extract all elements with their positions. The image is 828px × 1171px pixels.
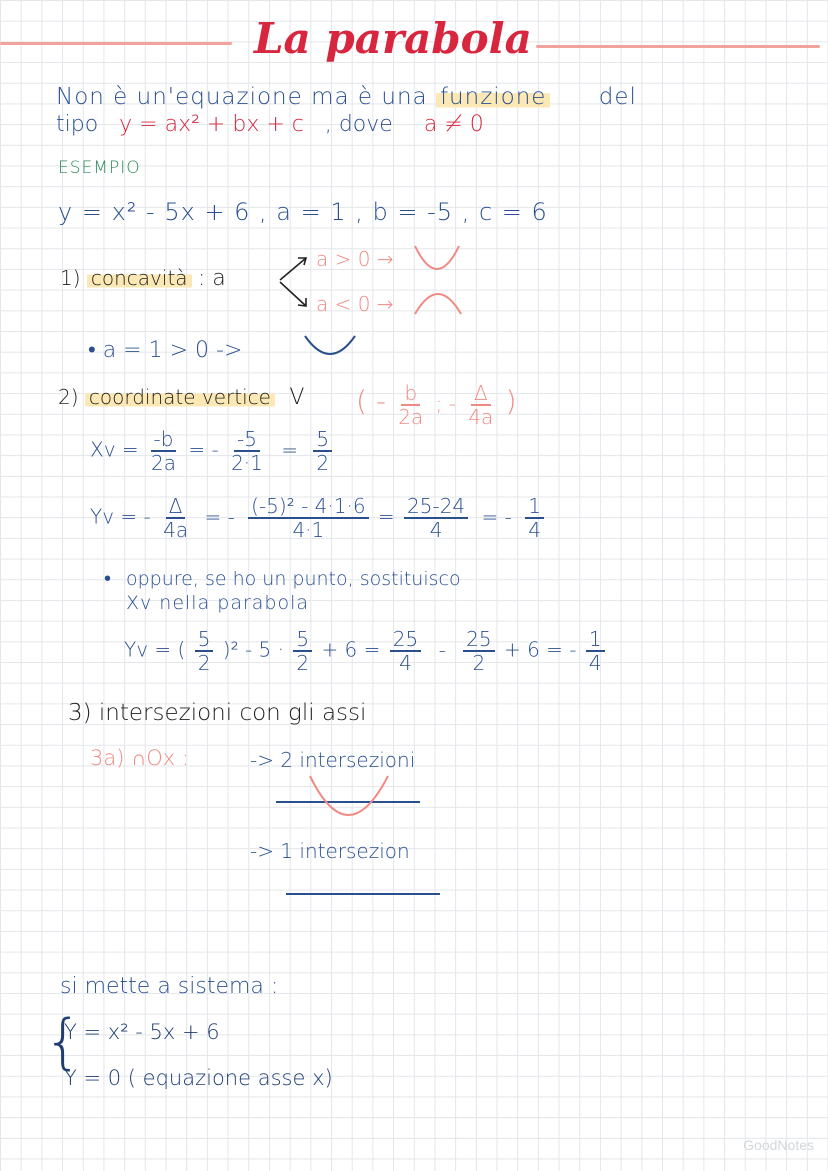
concavity-word: concavità [87, 266, 192, 290]
system-line-1: Y = x² - 5x + 6 [64, 1020, 220, 1044]
one-intersection-axis [284, 890, 444, 898]
alt-plus-2: + 6 = - [503, 637, 577, 662]
alt-square: )² - 5 · [222, 637, 284, 662]
system-brace: { [44, 1007, 83, 1077]
concavity-case-negative: a < 0 → [316, 292, 394, 316]
intersections-heading: 3) intersezioni con gli assi [68, 700, 367, 726]
intro-prefix: tipo [56, 112, 99, 137]
vertex-formula-sep: ; - [435, 391, 456, 416]
fraction-numerator: 5 [293, 628, 312, 652]
fraction-denominator: 2 [472, 651, 486, 675]
alt-fraction-c [390, 628, 421, 674]
system-line-2: Y = 0 ( equazione asse x) [64, 1066, 333, 1090]
yv-eq-2: = [377, 504, 395, 529]
fraction-denominator: 4a [468, 405, 494, 429]
intro-mid: , dove [324, 112, 393, 137]
vertex-row [58, 385, 304, 410]
example-equation: y = x² - 5x + 6 , a = 1 , b = -5 , c = 6 [58, 198, 548, 226]
fraction-numerator: 5 [195, 628, 214, 652]
fraction-denominator: 4a [163, 518, 189, 542]
intersections-sub-label: 3a) ∩Ox : [90, 746, 189, 770]
yv-eq-3: = - [481, 504, 512, 529]
concavity-a: : a [197, 266, 226, 291]
alt-fraction-b [293, 628, 312, 674]
xv-eq-1: = - [188, 437, 219, 462]
concavity-branch-arrows [276, 250, 316, 316]
alt-yv-label: Yv = ( [124, 637, 186, 662]
intro-condition: a ≠ 0 [423, 112, 484, 137]
page-title: La parabola [254, 14, 532, 63]
vertex-formula-b-fraction [395, 382, 426, 428]
alternative-line-1: oppure, se ho un punto, sostituisco [126, 568, 461, 590]
system-intro: si mette a sistema : [60, 974, 279, 999]
fraction-numerator: Δ [166, 495, 186, 519]
xv-eq-2: = [281, 437, 298, 462]
fraction-denominator: 4 [429, 518, 443, 542]
fraction-numerator: 1 [586, 628, 605, 652]
fraction-numerator: 25 [390, 628, 421, 652]
fraction-numerator: 25 [463, 628, 494, 652]
intro-formula: y = ax² + bx + c [119, 112, 304, 137]
intersections-case-1: -> 2 intersezioni [250, 748, 416, 772]
alt-fraction-e [586, 628, 605, 674]
vertex-word: coordinate vertice [85, 385, 275, 409]
yv-label: Yv = - [90, 504, 151, 529]
yv-row [90, 495, 547, 541]
vertex-formula-d-fraction [465, 382, 496, 428]
fraction-numerator: -5 [234, 428, 260, 452]
alternative-bullet-dot: • [104, 566, 112, 590]
xv-fraction-2 [228, 428, 266, 474]
vertex-formula [356, 382, 517, 428]
fraction-numerator: 5 [313, 428, 332, 452]
goodnotes-watermark: GoodNotes [743, 1137, 814, 1153]
concavity-result: • a = 1 > 0 -> [88, 338, 243, 363]
concavity-case-positive: a > 0 → [316, 247, 394, 271]
yv-fraction-3 [404, 495, 468, 541]
alt-fraction-d [463, 628, 494, 674]
yv-fraction-4 [525, 495, 544, 541]
title-rule-right [536, 45, 820, 48]
fraction-denominator: 4 [528, 518, 541, 542]
xv-fraction-1 [148, 428, 179, 474]
intersections-case-2: -> 1 intersezion [250, 839, 410, 863]
fraction-denominator: 2·1 [231, 451, 263, 475]
fraction-numerator: 25-24 [404, 495, 468, 519]
alternative-yv-row [124, 628, 608, 674]
intro-line-1 [56, 84, 637, 110]
fraction-denominator: 2 [296, 651, 310, 675]
vertex-v: V [289, 385, 305, 410]
parabola-down-icon [412, 288, 464, 316]
parabola-up-icon [412, 242, 462, 276]
fraction-denominator: 4 [588, 651, 602, 675]
alternative-line-2: Xv nella parabola [126, 592, 310, 614]
yv-fraction-1 [160, 495, 191, 541]
title-rule-left [0, 42, 232, 45]
vertex-formula-open: ( - [356, 384, 386, 418]
fraction-numerator: Δ [471, 382, 491, 406]
xv-fraction-3 [313, 428, 332, 474]
fraction-denominator: 2 [197, 651, 211, 675]
intro-highlight: funzione [436, 84, 551, 110]
yv-fraction-2 [248, 495, 368, 541]
fraction-numerator: 1 [525, 495, 544, 519]
intro-line-2 [56, 112, 484, 137]
fraction-denominator: 2a [151, 451, 176, 475]
concavity-row [60, 266, 226, 291]
two-intersections-sketch [272, 774, 424, 826]
concavity-number: 1) [60, 266, 81, 290]
vertex-number: 2) [58, 385, 79, 409]
fraction-numerator: (-5)² - 4·1·6 [248, 495, 368, 519]
fraction-denominator: 4·1 [292, 518, 325, 542]
yv-eq-1: = - [204, 504, 235, 529]
vertex-formula-close: ) [505, 384, 517, 418]
intro-text: Non è un'equazione ma è una [56, 84, 428, 110]
xv-row [90, 428, 335, 474]
xv-label: Xv = [90, 437, 139, 462]
fraction-denominator: 4 [399, 651, 412, 675]
alt-fraction-a [195, 628, 214, 674]
alt-plus: + 6 = [321, 637, 381, 662]
fraction-denominator: 2 [316, 451, 330, 475]
fraction-numerator: -b [151, 428, 177, 452]
parabola-up-result-icon [302, 332, 358, 360]
fraction-numerator: b [401, 382, 420, 406]
fraction-denominator: 2a [398, 405, 424, 429]
intro-text-end: del [598, 84, 637, 110]
example-heading: ESEMPIO [58, 158, 141, 178]
alt-minus: - [438, 637, 446, 662]
